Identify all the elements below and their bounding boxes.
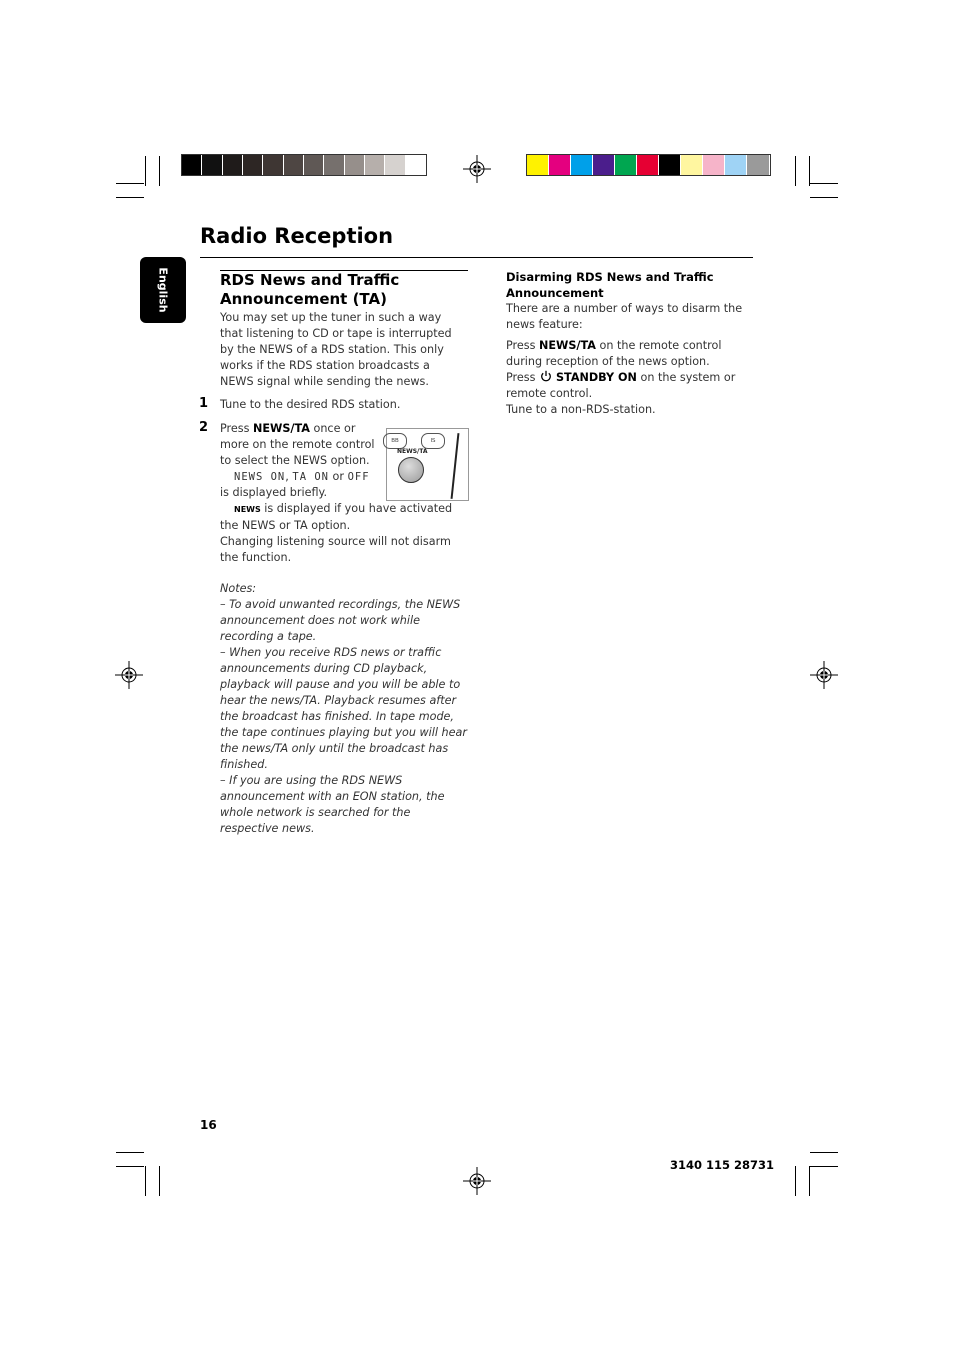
subsection-heading: Disarming RDS News and Traffic Announcement bbox=[506, 270, 714, 300]
crop-mark bbox=[116, 197, 144, 198]
color-swatch bbox=[549, 155, 571, 175]
language-tab bbox=[140, 257, 186, 323]
text: is displayed if you have activated the NEWS or TA option. bbox=[220, 502, 453, 532]
color-swatch bbox=[406, 155, 426, 175]
page-title: Radio Reception bbox=[200, 224, 394, 248]
registration-mark-icon bbox=[463, 155, 491, 183]
color-swatch bbox=[747, 155, 769, 175]
disarm-method bbox=[506, 370, 754, 402]
registration-mark-icon bbox=[463, 1167, 491, 1195]
text: is displayed briefly. bbox=[220, 486, 328, 499]
crop-mark bbox=[795, 1166, 796, 1196]
disarm-method bbox=[506, 338, 754, 370]
text: , bbox=[285, 470, 293, 483]
note: – When you receive RDS news or traffic announcements during CD playback, playback will pause and you will be able to hear the news/TA. Playback resumes after the broadcast has finished. In tape mode, the tape continues playing but you will hear the news/TA only until the broadcast has finished. bbox=[220, 646, 467, 771]
text: Press bbox=[506, 371, 539, 384]
document-code: 3140 115 28731 bbox=[670, 1158, 775, 1172]
color-swatch bbox=[593, 155, 615, 175]
news-ta-button-icon bbox=[398, 457, 424, 483]
color-swatch bbox=[182, 155, 202, 175]
step-number: 2 bbox=[199, 420, 209, 435]
color-swatch bbox=[365, 155, 385, 175]
registration-mark-icon bbox=[115, 661, 143, 689]
step-number: 1 bbox=[199, 396, 209, 411]
notes-title: Notes: bbox=[220, 582, 257, 595]
color-swatch bbox=[202, 155, 222, 175]
color-swatch bbox=[615, 155, 637, 175]
color-swatch bbox=[703, 155, 725, 175]
text: Press bbox=[506, 339, 539, 352]
remote-control-illustration bbox=[386, 428, 469, 501]
color-swatch bbox=[345, 155, 365, 175]
color-swatch bbox=[637, 155, 659, 175]
title-rule bbox=[200, 257, 753, 258]
text: Press bbox=[220, 422, 253, 435]
color-swatch bbox=[263, 155, 283, 175]
news-ta-key: NEWS/TA bbox=[253, 422, 310, 435]
remote-button-label: NEWS/TA bbox=[397, 448, 428, 455]
note: – If you are using the RDS NEWS announcement with an EON station, the whole network is searched for the respective news. bbox=[220, 774, 445, 835]
crop-mark bbox=[809, 1166, 810, 1196]
news-indicator: NEWS bbox=[234, 505, 261, 514]
crop-mark bbox=[810, 1166, 838, 1167]
notes bbox=[220, 581, 470, 837]
crop-mark bbox=[159, 1166, 160, 1196]
display-news-on: NEWS ON bbox=[234, 471, 286, 483]
crop-mark bbox=[810, 1152, 838, 1153]
remote-edge bbox=[451, 433, 460, 499]
display-ta-on: TA ON bbox=[292, 471, 329, 483]
color-swatch bbox=[659, 155, 681, 175]
note: – To avoid unwanted recordings, the NEWS announcement does not work while recording a tape. bbox=[220, 598, 461, 643]
text: once or more on the remote control to select the NEWS option. bbox=[220, 422, 375, 467]
crop-mark bbox=[116, 183, 144, 184]
disarm-intro: There are a number of ways to disarm the news feature: bbox=[506, 302, 743, 331]
remote-button: BB bbox=[383, 433, 407, 449]
disarm-methods bbox=[506, 338, 754, 418]
color-swatch bbox=[243, 155, 263, 175]
step-2-continued bbox=[220, 501, 465, 566]
color-swatch bbox=[324, 155, 344, 175]
color-swatch bbox=[571, 155, 593, 175]
color-swatch bbox=[527, 155, 549, 175]
crop-mark bbox=[145, 156, 146, 186]
power-icon bbox=[540, 370, 552, 382]
display-off: OFF bbox=[347, 471, 370, 483]
text: Changing listening source will not disarm the function. bbox=[220, 535, 451, 564]
crop-mark bbox=[116, 1152, 144, 1153]
language-tab-label: English bbox=[156, 267, 170, 313]
color-swatch bbox=[385, 155, 405, 175]
crop-mark bbox=[159, 156, 160, 186]
color-swatch bbox=[681, 155, 703, 175]
color-swatch bbox=[223, 155, 243, 175]
section-heading: RDS News and Traffic Announcement (TA) bbox=[220, 271, 400, 308]
step-1-text: Tune to the desired RDS station. bbox=[220, 398, 401, 411]
step-2-text bbox=[220, 421, 382, 501]
text: on the remote control during reception of the news option. bbox=[506, 339, 722, 368]
crop-mark bbox=[145, 1166, 146, 1196]
crop-mark bbox=[810, 197, 838, 198]
registration-mark-icon bbox=[810, 661, 838, 689]
color-swatch bbox=[304, 155, 324, 175]
color-swatch bbox=[725, 155, 747, 175]
news-ta-key: NEWS/TA bbox=[539, 339, 596, 352]
crop-mark bbox=[809, 156, 810, 186]
intro-paragraph: You may set up the tuner in such a way that listening to CD or tape is interrupted by the NEWS of a RDS station. This only works if the RDS station broadcasts a NEWS signal while sending the news. bbox=[220, 311, 452, 388]
text: or bbox=[329, 470, 348, 483]
remote-button: IS bbox=[421, 433, 445, 449]
grayscale-calibration-bar bbox=[181, 154, 427, 176]
crop-mark bbox=[810, 183, 838, 184]
standby-on-key: STANDBY ON bbox=[556, 371, 637, 384]
disarm-method: Tune to a non-RDS-station. bbox=[506, 403, 656, 416]
crop-mark bbox=[116, 1166, 144, 1167]
text: on the system or remote control. bbox=[506, 371, 736, 400]
color-calibration-bar bbox=[526, 154, 771, 176]
color-swatch bbox=[284, 155, 304, 175]
page-number: 16 bbox=[200, 1118, 217, 1132]
crop-mark bbox=[795, 156, 796, 186]
